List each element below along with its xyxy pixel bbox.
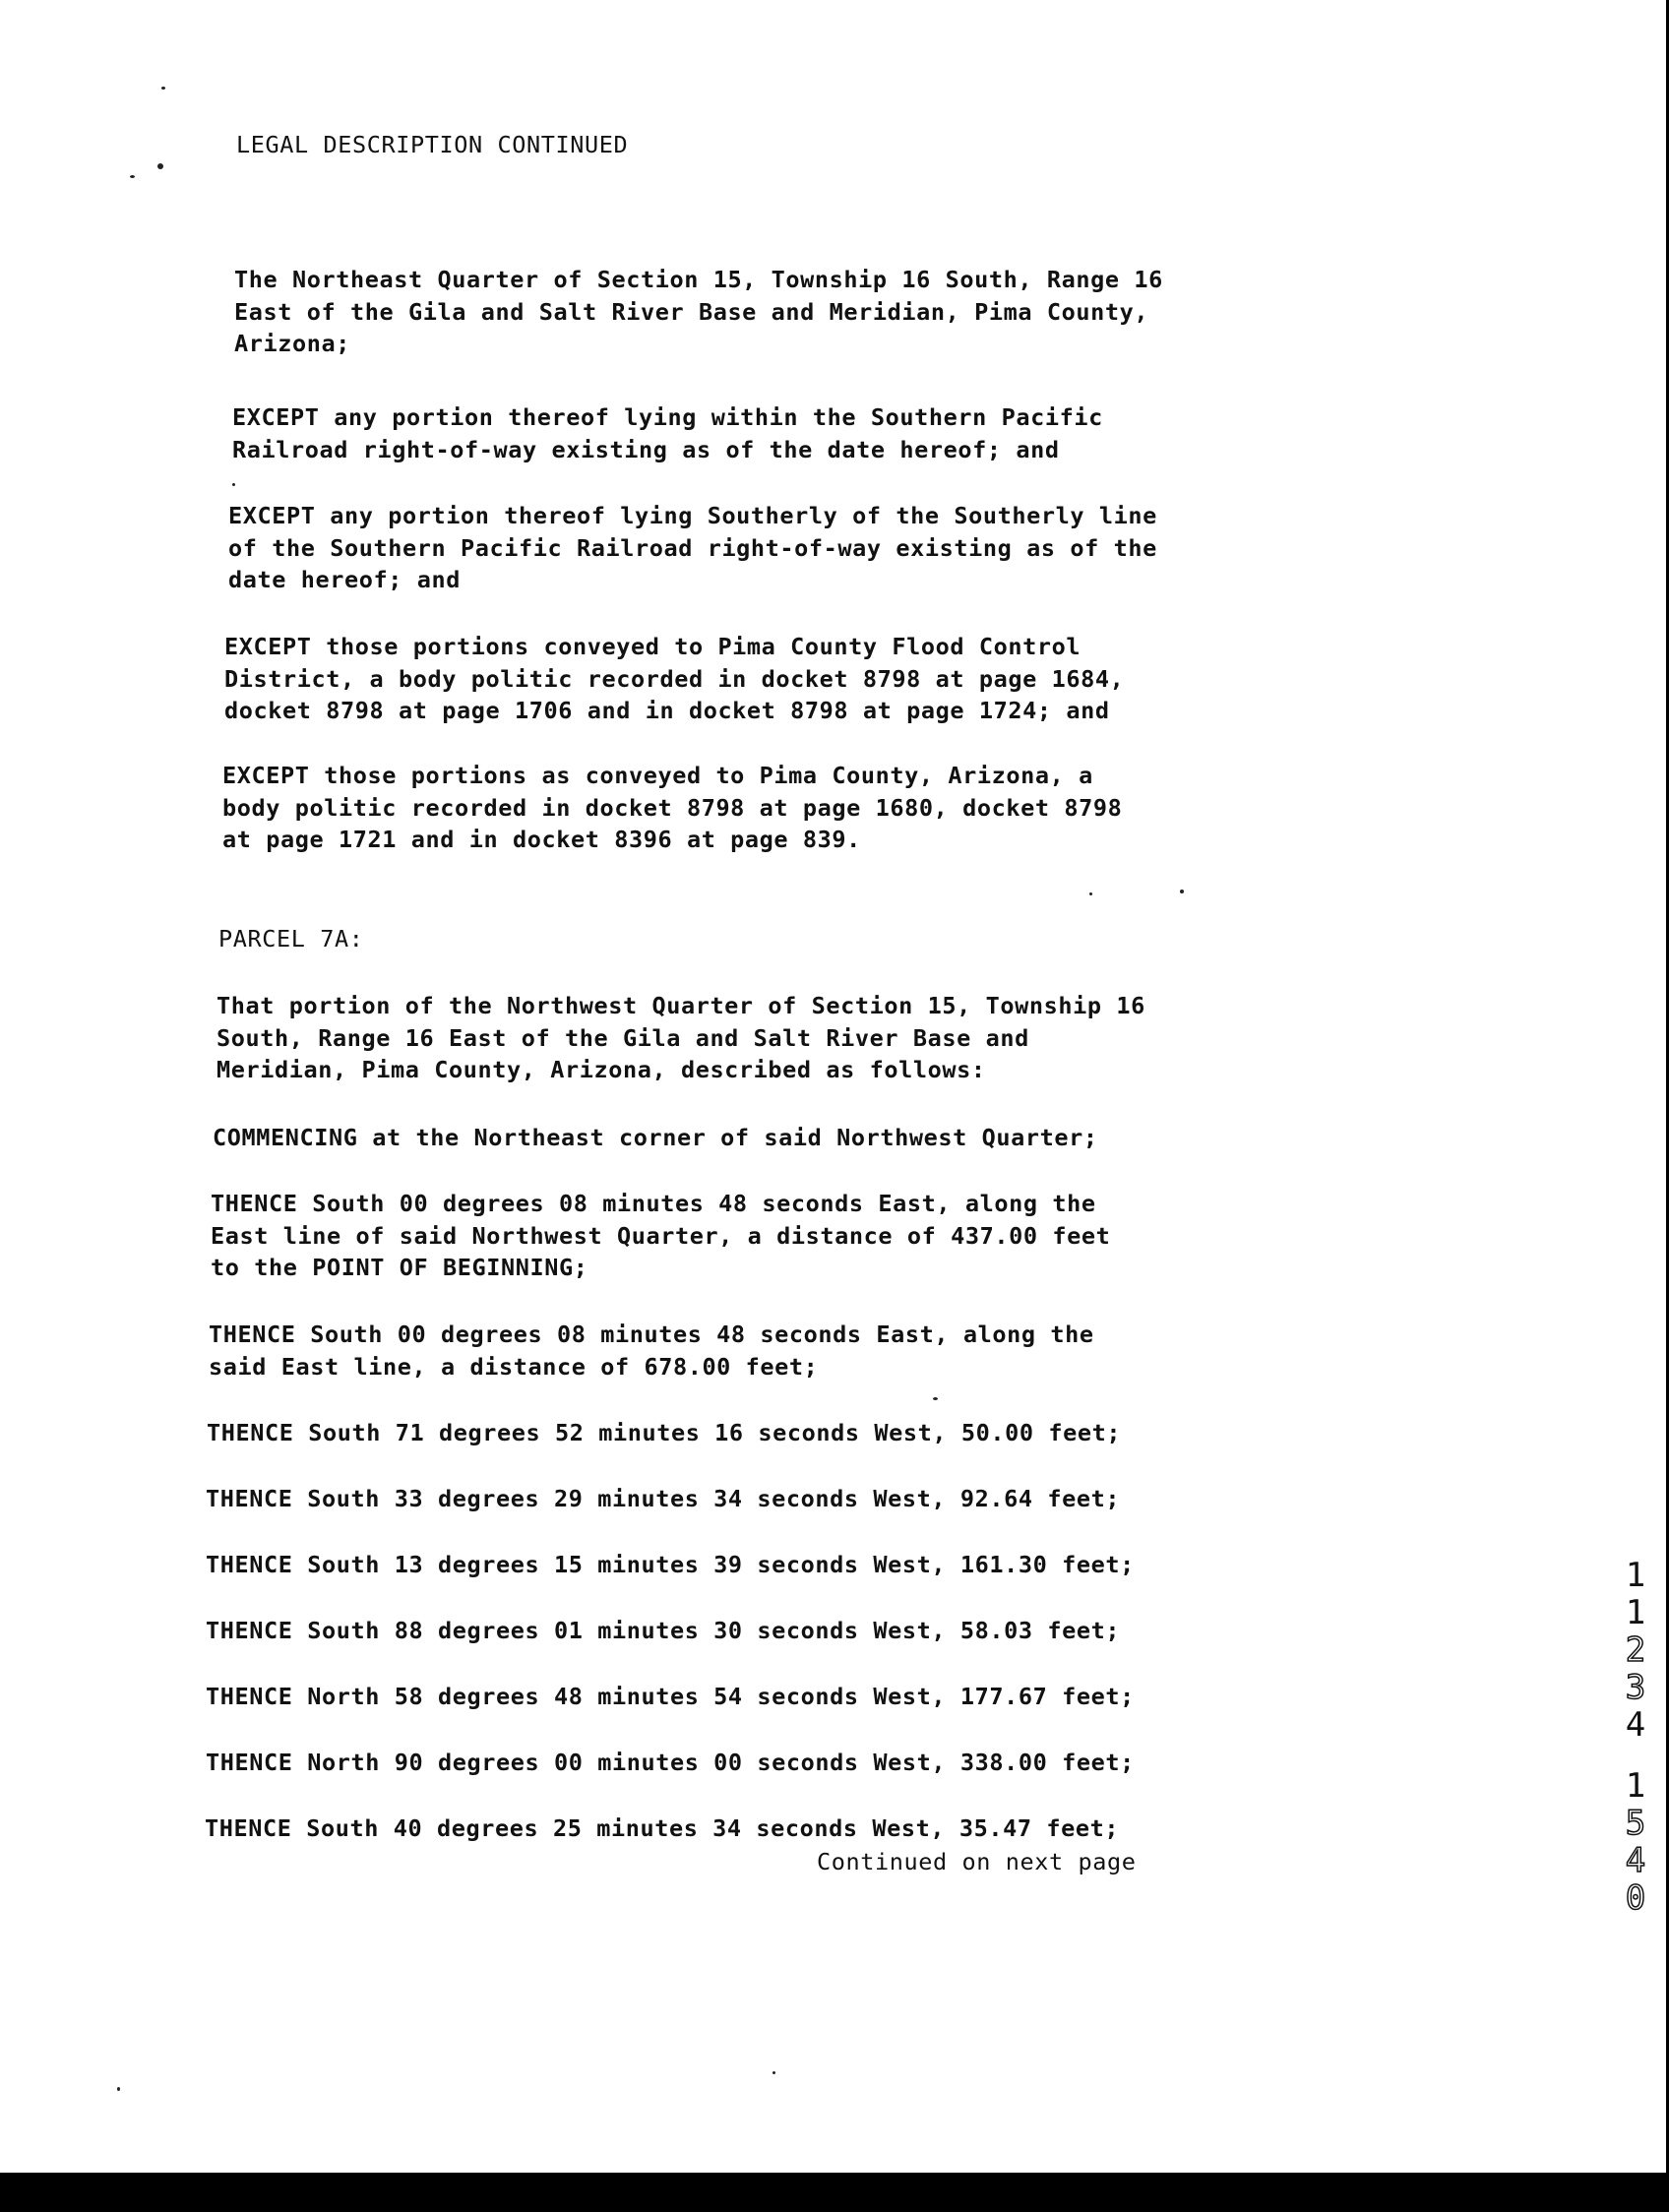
scan-speck: [232, 483, 235, 486]
course-line: THENCE North 90 degrees 00 minutes 00 seconds West, 338.00 feet;: [206, 1749, 1135, 1776]
stamp-digit: 4: [1625, 1841, 1646, 1880]
text-line: EXCEPT any portion thereof lying within the Southern Pacific: [232, 403, 1103, 431]
paragraph-except-southerly: [228, 500, 1157, 596]
paragraph-northeast-quarter: [234, 264, 1163, 360]
text-line: East line of said Northwest Quarter, a distance of 437.00 feet: [211, 1221, 1111, 1250]
text-line: EXCEPT those portions conveyed to Pima County Flood Control: [224, 633, 1082, 660]
thence-course-1: [211, 1188, 1110, 1284]
text-line: of the Southern Pacific Railroad right-of-way existing as of the: [228, 533, 1157, 562]
text-line: That portion of the Northwest Quarter of Section 15, Township 16: [216, 992, 1145, 1019]
text-line: date hereof; and: [228, 566, 461, 593]
parcel-intro: [216, 990, 1145, 1086]
scan-speck: [773, 2071, 775, 2074]
scan-speck: [1180, 890, 1184, 893]
scan-speck: [1089, 892, 1092, 895]
text-line: THENCE South 00 degrees 08 minutes 48 seconds East, along the: [209, 1321, 1094, 1348]
stamp-digit: 1: [1625, 1556, 1646, 1595]
text-line: East of the Gila and Salt River Base and Meridian, Pima County,: [234, 297, 1149, 326]
scan-speck: [161, 87, 165, 90]
course-line: THENCE South 13 degrees 15 minutes 39 seconds West, 161.30 feet;: [206, 1551, 1135, 1578]
stamp-digit: 2: [1625, 1630, 1646, 1670]
text-line: to the POINT OF BEGINNING;: [211, 1254, 588, 1281]
parcel-heading: PARCEL 7A:: [218, 925, 364, 952]
text-line: EXCEPT any portion thereof lying Southerly of the Southerly line: [228, 502, 1157, 529]
text-line: docket 8798 at page 1706 and in docket 8798 at page 1724; and: [224, 697, 1110, 724]
text-line: Railroad right-of-way existing as of the date hereof; and: [232, 435, 1060, 463]
text-line: THENCE South 00 degrees 08 minutes 48 seconds East, along the: [211, 1190, 1096, 1217]
paragraph-except-railroad: [232, 401, 1103, 465]
continued-note: Continued on next page: [817, 1848, 1137, 1875]
course-line: THENCE South 71 degrees 52 minutes 16 seconds West, 50.00 feet;: [207, 1419, 1122, 1446]
text-line: at page 1721 and in docket 8396 at page 839.: [222, 826, 861, 853]
course-line: THENCE North 58 degrees 48 minutes 54 seconds West, 177.67 feet;: [206, 1683, 1135, 1710]
stamp-digit: 4: [1625, 1705, 1646, 1745]
paragraph-except-flood-control: [224, 631, 1124, 727]
scan-speck: [933, 1397, 938, 1400]
text-line: body politic recorded in docket 8798 at page 1680, docket 8798: [222, 793, 1123, 822]
text-line: said East line, a distance of 678.00 feet;: [209, 1352, 819, 1381]
text-line: Arizona;: [234, 330, 350, 357]
text-line: Meridian, Pima County, Arizona, described as follows:: [216, 1056, 986, 1083]
stamp-digit: 3: [1625, 1668, 1646, 1707]
scan-border-bottom: [0, 2173, 1669, 2212]
stamp-digit: 1: [1625, 1766, 1646, 1806]
page-heading: LEGAL DESCRIPTION CONTINUED: [236, 131, 629, 158]
paragraph-except-pima-county: [222, 760, 1122, 856]
stamp-digit: 0: [1625, 1878, 1646, 1918]
thence-course-2: [209, 1319, 1094, 1382]
side-stamp-number: [1614, 1557, 1657, 1917]
scan-speck: [130, 175, 135, 178]
stamp-digit: 5: [1625, 1804, 1646, 1843]
course-line: THENCE South 33 degrees 29 minutes 34 seconds West, 92.64 feet;: [206, 1485, 1121, 1512]
commencing-line: COMMENCING at the Northeast corner of said Northwest Quarter;: [213, 1124, 1098, 1151]
course-line: THENCE South 88 degrees 01 minutes 30 seconds West, 58.03 feet;: [206, 1617, 1121, 1644]
text-line: District, a body politic recorded in docket 8798 at page 1684,: [224, 664, 1125, 693]
scan-speck: [157, 163, 163, 169]
scan-speck: [117, 2087, 120, 2091]
text-line: The Northeast Quarter of Section 15, Township 16 South, Range 16: [234, 266, 1163, 293]
course-line: THENCE South 40 degrees 25 minutes 34 seconds West, 35.47 feet;: [205, 1814, 1120, 1842]
text-line: EXCEPT those portions as conveyed to Pima County, Arizona, a: [222, 762, 1093, 789]
text-line: South, Range 16 East of the Gila and Salt River Base and: [216, 1023, 1029, 1052]
stamp-digit: 1: [1625, 1593, 1646, 1632]
